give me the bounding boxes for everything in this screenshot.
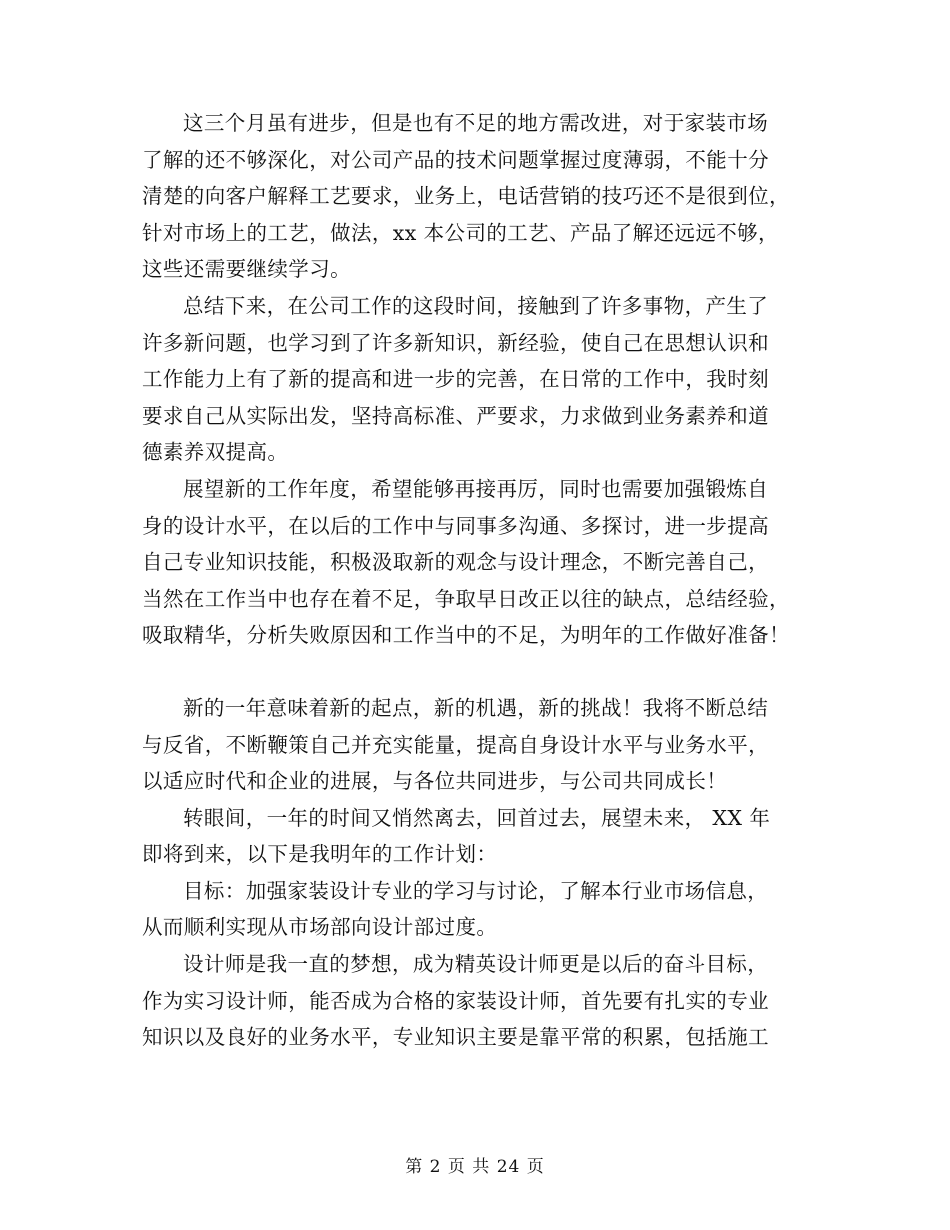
paragraph-outlook: 展望新的工作年度，希望能够再接再厉，同时也需要加强锻炼自 身的设计水平，在以后的工作中与同事多沟通、多探讨，进一步提高 自己专业知识技能，积极汲取新的观念与设计理念，不断完善自己， 当然在工作当中也存在着不足，争取早日改正以往的缺点，总结经验， 吸取精华，分析失败原因和工作当中的不足，为明年的工作做好准备！ xyxy=(142,476,790,648)
paragraph-goal: 目标：加强家装设计专业的学习与讨论，了解本行业市场信息， 从而顺利实现从市场部向设计部过度。 xyxy=(142,878,769,940)
document-body xyxy=(142,105,807,1056)
paragraph-spacer xyxy=(142,654,807,690)
paragraph-designer-dream: 设计师是我一直的梦想，成为精英设计师更是以后的奋斗目标， 作为实习设计师，能否成为合格的家装设计师，首先要有扎实的专业 知识以及良好的业务水平，专业知识主要是靠平常的积累，包括施工 xyxy=(142,952,769,1050)
page-number-footer: 第 2 页 共 24 页 xyxy=(405,1157,545,1177)
paragraph-progress-shortcomings: 这三个月虽有进步，但是也有不足的地方需改进，对于家装市场 了解的还不够深化，对公司产品的技术问题掌握过度薄弱，不能十分 清楚的向客户解释工艺要求，业务上，电话营销的技巧还不是很到位， 针对市场上的工艺，做法，xx 本公司的工艺、产品了解还远远不够， 这些还需要继续学习。 xyxy=(142,111,790,282)
paragraph-work-plan-intro: 转眼间，一年的时间又悄然离去，回首过去，展望未来， XX 年 即将到来，以下是我明年的工作计划： xyxy=(142,805,771,867)
paragraph-summary: 总结下来，在公司工作的这段时间，接触到了许多事物，产生了 许多新问题，也学习到了许多新知识，新经验，使自己在思想认识和 工作能力上有了新的提高和进一步的完善，在日常的工作中，我时刻 要求自己从实际出发，坚持高标准、严要求，力求做到业务素养和道 德素养双提高。 xyxy=(142,293,769,465)
paragraph-new-year: 新的一年意味着新的起点，新的机遇，新的挑战！我将不断总结 与反省，不断鞭策自己并充实能量，提高自身设计水平与业务水平， 以适应时代和企业的进展，与各位共同进步，与公司共同成长！ xyxy=(142,695,769,794)
